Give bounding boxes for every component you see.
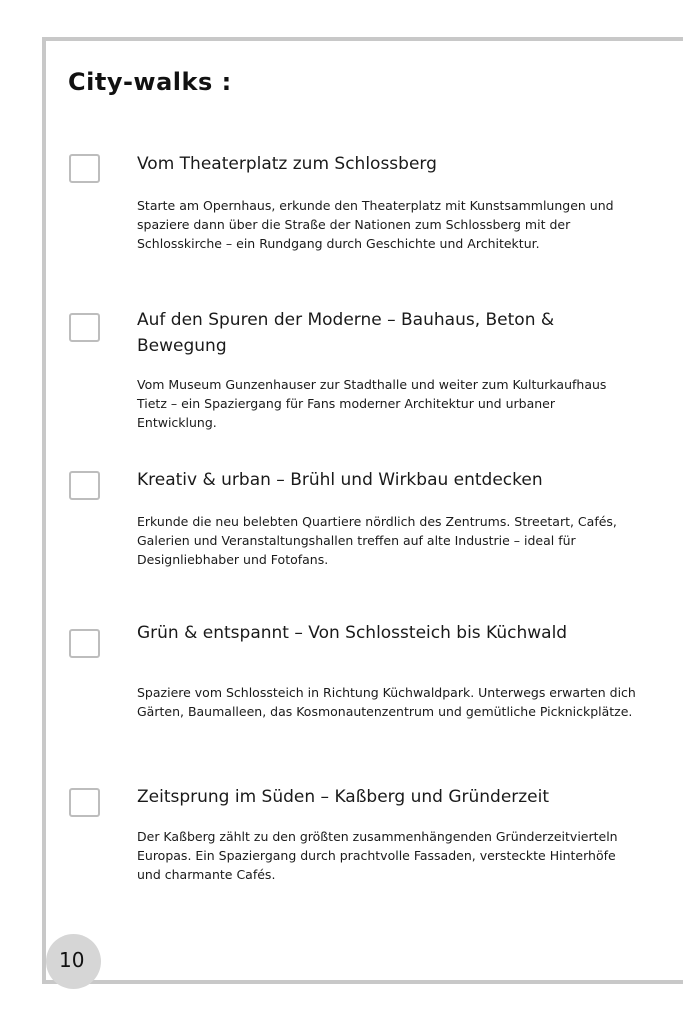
- walk-checkbox[interactable]: [69, 154, 100, 183]
- walk-description: Spaziere vom Schlossteich in Richtung Küchwaldpark. Unterwegs erwarten dich Gärten, Baumalleen, das Kosmonautenzentrum und gemütliche Picknickplätze.: [137, 685, 636, 719]
- walk-description: Vom Museum Gunzenhauser zur Stadthalle und weiter zum Kulturkaufhaus Tietz – ein Spaziergang für Fans moderner Architektur und urbaner Entwicklung.: [137, 377, 607, 430]
- walk-description: Starte am Opernhaus, erkunde den Theaterplatz mit Kunstsammlungen und spaziere dann über die Straße der Nationen zum Schlossberg mit der Schlosskirche – ein Rundgang durch Geschichte und Architektur.: [137, 198, 614, 251]
- walk-description: Erkunde die neu belebten Quartiere nördlich des Zentrums. Streetart, Cafés, Galerien und Veranstaltungshallen treffen auf alte Industrie – ideal für Designliebhaber und Fotofans.: [137, 514, 617, 567]
- walk-title: Zeitsprung im Süden – Kaßberg und Gründerzeit: [137, 787, 550, 807]
- walk-checkbox[interactable]: [69, 788, 100, 817]
- walk-title: Kreativ & urban – Brühl und Wirkbau entdecken: [137, 470, 543, 490]
- walk-checkbox[interactable]: [69, 313, 100, 342]
- walk-title: Auf den Spuren der Moderne – Bauhaus, Beton & Bewegung: [137, 310, 555, 356]
- walk-description: Der Kaßberg zählt zu den größten zusammenhängenden Gründerzeitvierteln Europas. Ein Spaziergang durch prachtvolle Fassaden, versteckte Hinterhöfe und charmante Cafés.: [137, 829, 618, 882]
- walk-title: Vom Theaterplatz zum Schlossberg: [137, 154, 437, 174]
- walk-checkbox[interactable]: [69, 629, 100, 658]
- walk-checkbox[interactable]: [69, 471, 100, 500]
- page-number-badge: [46, 934, 101, 989]
- page-title: City-walks :: [68, 68, 232, 96]
- walk-title: Grün & entspannt – Von Schlossteich bis Küchwald: [137, 623, 568, 643]
- page-number: 10: [59, 948, 85, 972]
